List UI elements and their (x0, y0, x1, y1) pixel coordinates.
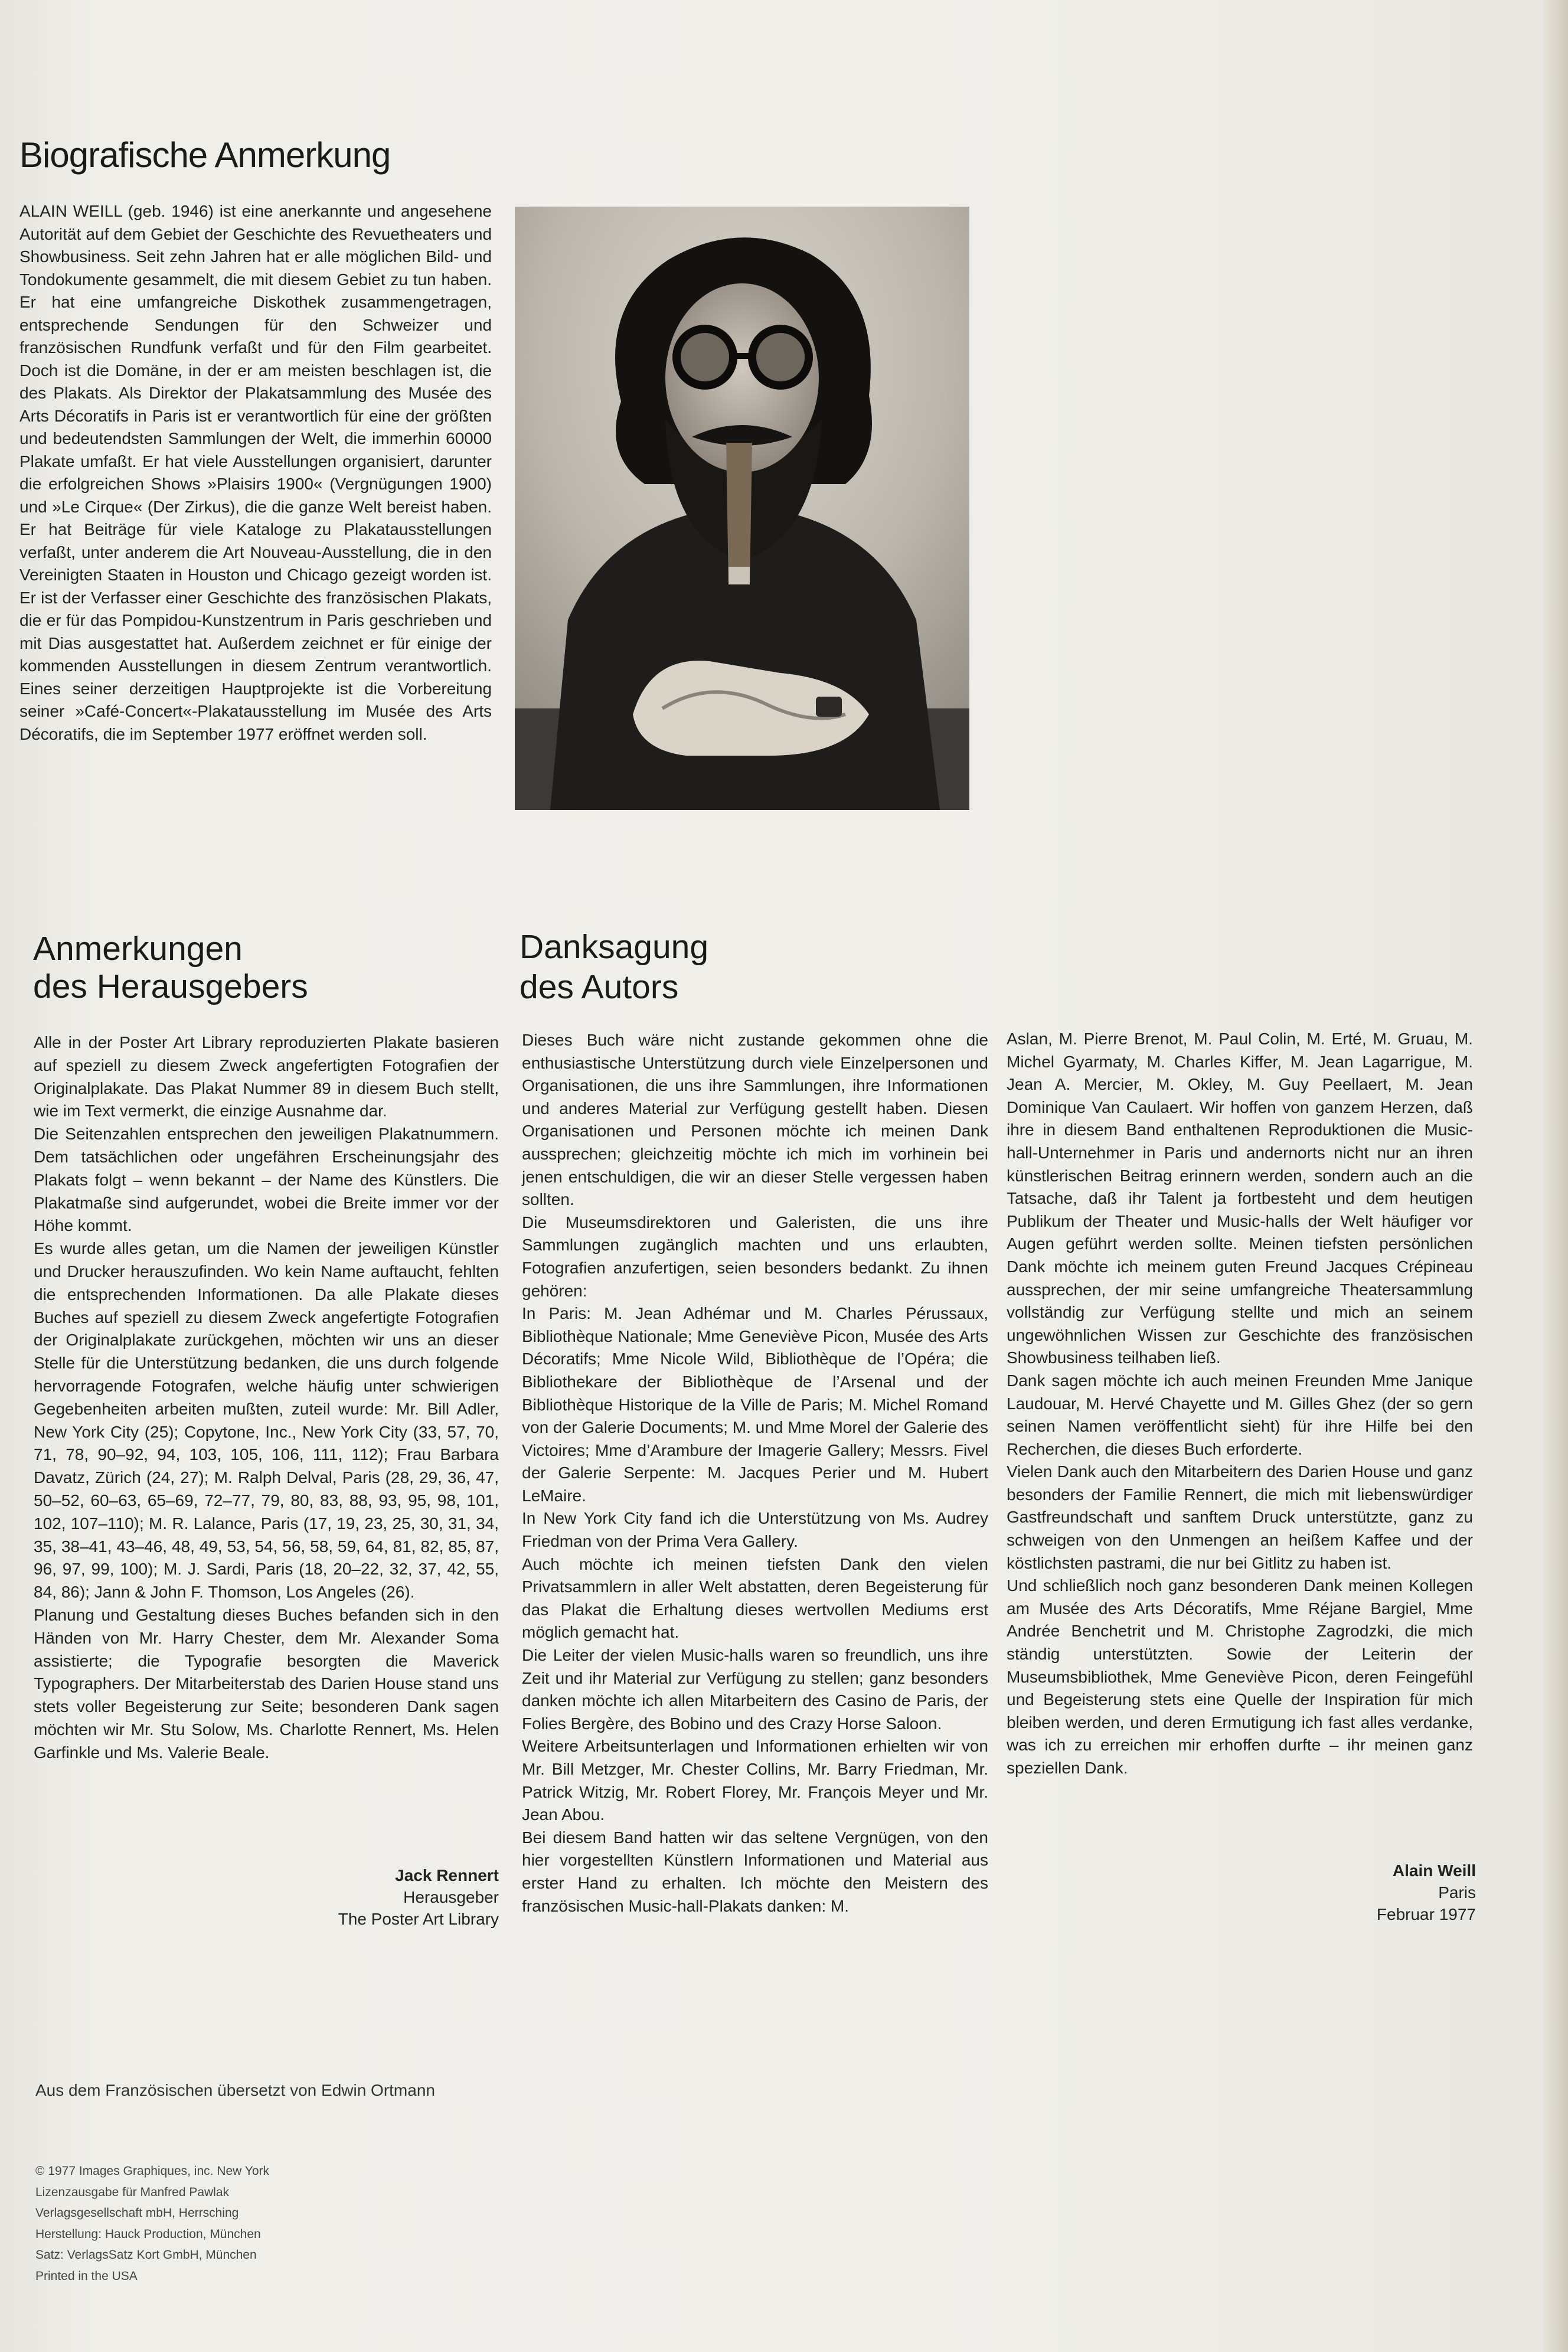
thanks-paragraph: Vielen Dank auch den Mitarbeitern des Darien House und ganz besonders der Familie Rennert, die mich mit liebenswürdiger Gastfreundschaft und sanftem Druck unterstützte, ganz zu schweigen von den Unmengen an heißem Kaffee und der köstlichsten pastrami, die nur bei Gitlitz zu haben ist. (1007, 1462, 1473, 1572)
translator-note: Aus dem Französischen übersetzt von Edwin Ortmann (35, 2081, 435, 2099)
imprint-line: Herstellung: Hauck Production, München (35, 2227, 261, 2241)
thanks-paragraph: Dieses Buch wäre nicht zustande gekommen ohne die enthusiastische Unterstützung durch viele Einzelpersonen und Organisationen, die uns ihre Sammlungen, ihre Informationen und anderes Material zur Verfügung gestellt haben. Diesen Organisationen und Personen möchte ich meinen Dank aussprechen; gleichzeitig möchte ich mich im vorhinein bei jenen entschuldigen, die wir an dieser Stelle vergessen haben sollten. (522, 1031, 988, 1209)
thanks-paragraph: Bei diesem Band hatten wir das seltene Vergnügen, von den hier vorgestellten Künstlern Informationen und Material aus erster Hand zu erhalten. Ich möchte den Meistern des französischen Music-hall-Plakats danken: M. (522, 1828, 988, 1915)
editor-paragraph: Es wurde alles getan, um die Namen der jeweiligen Künstler und Drucker herauszufinden. Wo kein Name auftaucht, fehlten die entsprechenden Informationen. Da alle Plakate dieses Buches auf speziell zu diesem Zweck angefertigte Fotografien der Originalplakate zurückgehen, möchten wir uns an dieser Stelle für die Unterstützung bedanken, die uns durch folgende hervorragende Fotografen, welche häufig unter schwierigen Gegebenheiten arbeiten mußten, zuteil wurde: Mr. Bill Adler, New York City (25); Copytone, Inc., New York City (33, 57, 70, 71, 78, 90–92, 94, 103, 105, 106, 111, 112); Frau Barbara Davatz, Zürich (24, 27); M. Ralph Delval, Paris (28, 29, 36, 47, 50–52, 60–63, 65–69, 72–77, 79, 80, 83, 88, 93, 95, 98, 101, 102, 107–110); M. R. Lalance, Paris (17, 19, 23, 25, 30, 31, 34, 35, 38–41, 43–46, 48, 49, 53, 54, 56, 58, 59, 64, 81, 82, 85, 87, 96, 97, 99, 100); M. J. Sardi, Paris (18, 20–22, 32, 37, 42, 55, 84, 86); Jann & John F. Thomson, Los Angeles (26). (34, 1239, 499, 1602)
editor-notes-text (34, 1031, 499, 1765)
thanks-column-2 (1007, 1028, 1473, 1780)
thanks-paragraph: Die Leiter der vielen Music-halls waren so freundlich, uns ihre Zeit und ihr Material zur Verfügung zu stellen; ganz besonders danken möchte ich allen Mitarbeitern des Casino de Paris, der Folies Bergère, des Bobino und des Crazy Horse Saloon. (522, 1646, 988, 1733)
imprint-line: Satz: VerlagsSatz Kort GmbH, München (35, 2248, 257, 2262)
thanks-paragraph: Weitere Arbeitsunterlagen und Informationen erhielten wir von Mr. Bill Metzger, Mr. Chester Collins, Mr. Barry Friedman, Mr. Patrick Witzig, Mr. Robert Florey, Mr. François Meyer und Mr. Jean Abou. (522, 1737, 988, 1824)
thanks-paragraph: Und schließlich noch ganz besonderen Dank meinen Kollegen am Musée des Arts Décoratifs, Mme Réjane Bargiel, Mme Andrée Benchetrit und M. Christophe Zagrodzki, die mich ständig unterstützten. Sowie der Leiterin der Museumsbibliothek, Mme Geneviève Picon, deren Feingefühl und Begeisterung stets eine Quelle der Inspiration für mich bleiben werden, und deren Ermutigung ich fast alles verdanke, was ich zu erreichen mir erhoffen durfte – ihr meinen ganz speziellen Dank. (1007, 1576, 1473, 1777)
thanks-heading-line1: Danksagung (520, 928, 709, 966)
thanks-paragraph: Auch möchte ich meinen tiefsten Dank den vielen Privatsammlern in aller Welt abstatten, deren Begeisterung für das Plakat die Erhaltung dieses wertvollen Mediums erst möglich gemacht hat. (522, 1554, 988, 1642)
thanks-paragraph: In Paris: M. Jean Adhémar und M. Charles Pérussaux, Bibliothèque Nationale; Mme Geneviève Picon, Musée des Arts Décoratifs; Mme Nicole Wild, Bibliothèque de l’Opéra; die Bibliothekare der Bibliothèque de l’Arsenal und der Bibliothèque Historique de la Ville de Paris; M. Michel Romand von der Galerie Documents; M. und Mme Morel der Galerie des Victoires; Mme d’Arambure der Imagerie Gallery; Messrs. Fivel der Galerie Serpente: M. Jacques Perier und M. Hubert LeMaire. (522, 1304, 988, 1505)
editor-signature-role: Herausgeber (403, 1888, 499, 1906)
bio-heading: Biografische Anmerkung (19, 135, 391, 175)
thanks-paragraph: Die Museumsdirektoren und Galeristen, die uns ihre Sammlungen zugänglich machten und uns erlaubten, Fotografien anzufertigen, seien besonders bedankt. Zu ihnen gehören: (522, 1213, 988, 1300)
editor-paragraph: Alle in der Poster Art Library reproduzierten Plakate basieren auf speziell zu diesem Zweck angefertigten Fotografien der Originalplakate. Das Plakat Nummer 89 in diesem Buch stellt, wie im Text vermerkt, die einzige Ausnahme dar. (34, 1033, 499, 1121)
thanks-paragraph: In New York City fand ich die Unterstützung von Ms. Audrey Friedman von der Prima Vera Gallery. (522, 1509, 988, 1551)
editor-signature-name: Jack Rennert (395, 1866, 499, 1884)
thanks-paragraph: Dank sagen möchte ich auch meinen Freunden Mme Janique Laudouar, M. Hervé Chayette und M. Gilles Ghez (der so gern seinen Namen veröffentlicht sieht) für ihre Hilfe bei den Recherchen, die dieses Buch erforderte. (1007, 1371, 1473, 1458)
page-edge (1543, 0, 1568, 2352)
editor-heading-line2: des Herausgebers (33, 968, 308, 1005)
author-signature-name: Alain Weill (1392, 1861, 1476, 1880)
editor-signature-org: The Poster Art Library (338, 1910, 499, 1928)
bio-paragraph: ALAIN WEILL (geb. 1946) ist eine anerkannte und angesehene Autorität auf dem Gebiet der Geschichte des Revuetheaters und Showbusiness. Seit zehn Jahren hat er alle möglichen Bild- und Tondokumente gesammelt, die mit diesem Gebiet zu tun haben. Er hat eine umfangreiche Diskothek zusammengetragen, entsprechende Sendungen für den Schweizer und französischen Rundfunk verfaßt und für den Film gearbeitet. Doch ist die Domäne, in der er am meisten beschlagen ist, die des Plakats. Als Direktor der Plakatsammlung des Musée des Arts Décoratifs in Paris ist er verantwortlich für eine der größten und bedeutendsten Sammlungen der Welt, die immerhin 60000 Plakate umfaßt. Er hat viele Ausstellungen organisiert, darunter die erfolgreichen Shows »Plaisirs 1900« (Vergnügungen 1900) und »Le Cirque« (Der Zirkus), die die ganze Welt bereist haben. Er hat Beiträge für viele Kataloge zu Plakatausstellungen verfaßt, unter anderem die Art Nouveau-Ausstellung, die in den Vereinigten Staaten in Houston und Chicago gezeigt worden ist. Er ist der Verfasser einer Geschichte des französischen Plakats, die er für das Pompidou-Kunstzentrum in Paris geschrieben und mit Dias ausgestattet hat. Außerdem zeichnet er für einige der kommenden Ausstellungen in diesem Zentrum verantwortlich. Eines seiner derzeitigen Hauptprojekte ist die Vorbereitung seiner »Café-Concert«-Plakatausstellung im Musée des Arts Décoratifs, die im September 1977 eröffnet werden soll. (19, 202, 492, 743)
imprint-line: © 1977 Images Graphiques, inc. New York (35, 2164, 270, 2178)
editor-paragraph: Die Seitenzahlen entsprechen den jeweiligen Plakatnummern. Dem tatsächlichen oder ungefähren Erscheinungsjahr des Plakats folgt – wenn bekannt – der Name des Künstlers. Die Plakatmaße sind aufgerundet, wobei die Breite immer vor der Höhe kommt. (34, 1125, 499, 1235)
thanks-paragraph: Aslan, M. Pierre Brenot, M. Paul Colin, M. Erté, M. Gruau, M. Michel Gyarmaty, M. Charles Kiffer, M. Jean Lagarrigue, M. Jean A. Mercier, M. Okley, M. Guy Peellaert, M. Jean Dominique Van Caulaert. Wir hoffen von ganzem Herzen, daß ihre in diesem Band enthaltenen Reproduktionen die Music-hall-Unternehmer in Paris und andernorts nicht nur an ihren künstlerischen Beitrag erinnern werden, sondern auch an die Tatsache, daß ihr Talent ja fortbesteht und dem heutigen Publikum der Theater und Music-halls der Welt häufiger vor Augen geführt werden sollte. Meinen tiefsten persönlichen Dank möchte ich meinem guten Freund Jacques Crépineau aussprechen, der mir seine umfangreiche Theatersammlung vollständig zur Verfügung stellte und mich an seinem ungewöhnlichen Wissen zur Geschichte des französischen Showbusiness teilhaben ließ. (1007, 1030, 1473, 1367)
editor-signature (322, 1864, 499, 1930)
thanks-heading-line2: des Autors (520, 968, 679, 1006)
thanks-column-1 (522, 1029, 988, 1917)
editor-notes-heading (33, 930, 308, 1005)
imprint (35, 2161, 269, 2286)
author-signature-date: Februar 1977 (1376, 1905, 1476, 1923)
imprint-line: Printed in the USA (35, 2269, 138, 2283)
author-portrait-photo (515, 207, 969, 810)
thanks-heading (520, 927, 708, 1007)
bio-text (19, 200, 492, 746)
author-signature (1299, 1860, 1476, 1925)
portrait-illustration (515, 207, 969, 810)
author-signature-place: Paris (1438, 1883, 1476, 1902)
imprint-line: Verlagsgesellschaft mbH, Herrsching (35, 2206, 239, 2220)
editor-heading-line1: Anmerkungen (33, 930, 243, 968)
imprint-line: Lizenzausgabe für Manfred Pawlak (35, 2185, 230, 2199)
editor-paragraph: Planung und Gestaltung dieses Buches befanden sich in den Händen von Mr. Harry Chester, dem Mr. Alexander Soma assistierte; die Typografie besorgten die Maverick Typographers. Der Mitarbeiterstab des Darien House stand uns stets voller Begeisterung zur Seite; besonderen Dank sagen möchten wir Mr. Stu Solow, Ms. Charlotte Rennert, Ms. Helen Garfinkle und Ms. Valerie Beale. (34, 1605, 499, 1762)
